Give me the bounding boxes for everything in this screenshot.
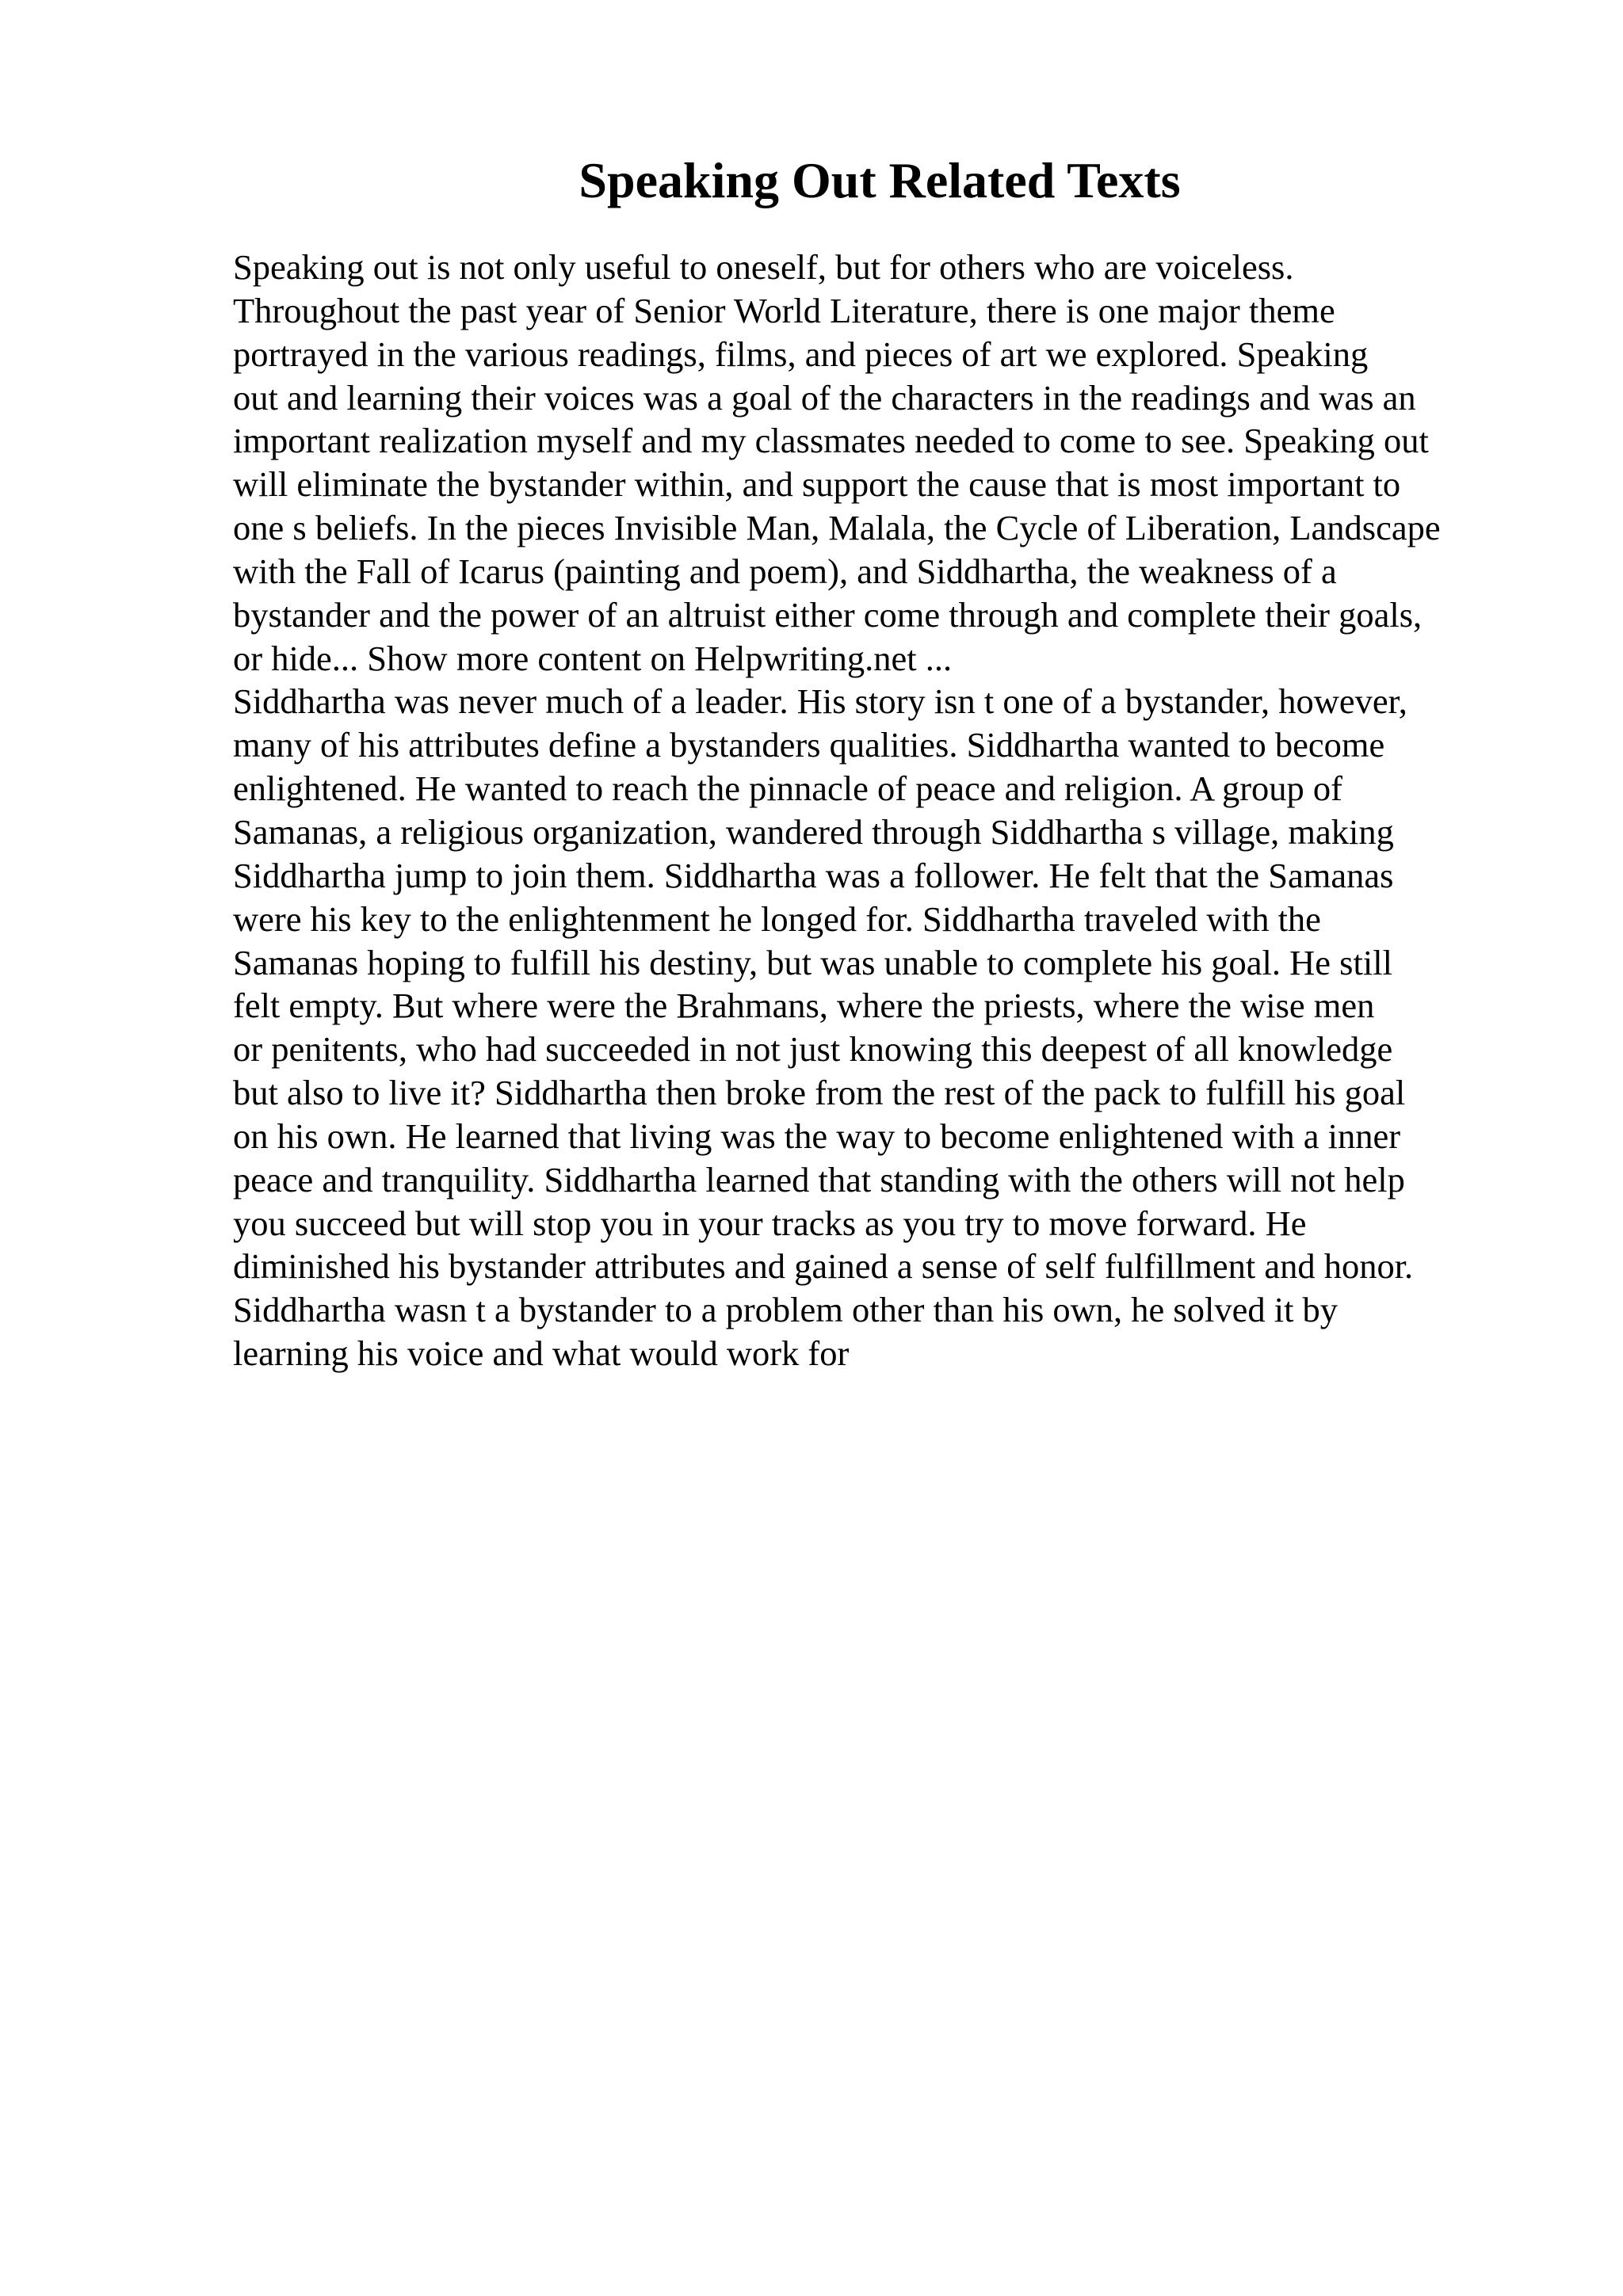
text-line: will eliminate the bystander within, and support the cause that is most important to — [233, 464, 1401, 505]
text-line: you succeed but will stop you in your tracks as you try to move forward. He — [233, 1203, 1307, 1243]
text-line: learning his voice and what would work for — [233, 1333, 850, 1374]
text-line: peace and tranquility. Siddhartha learned that standing with the others will not help — [233, 1159, 1405, 1199]
text-line: Speaking out is not only useful to oneself, but for others who are voiceless. — [233, 247, 1294, 287]
text-line: Samanas, a religious organization, wandered through Siddhartha s village, making — [233, 811, 1394, 852]
text-line: Siddhartha was never much of a leader. His story isn t one of a bystander, however, — [233, 681, 1407, 722]
text-line: were his key to the enlightenment he longed for. Siddhartha traveled with the — [233, 898, 1321, 939]
text-line: enlightened. He wanted to reach the pinnacle of peace and religion. A group of — [233, 769, 1342, 809]
text-line: but also to live it? Siddhartha then broke from the rest of the pack to fulfill his goal — [233, 1073, 1406, 1113]
text-line: Siddhartha jump to join them. Siddhartha was a follower. He felt that the Samanas — [233, 855, 1394, 895]
text-line: felt empty. But where were the Brahmans, where the priests, where the wise men — [233, 986, 1375, 1026]
text-line: Throughout the past year of Senior World Literature, there is one major theme — [233, 290, 1335, 330]
text-line: out and learning their voices was a goal of the characters in the readings and was an — [233, 377, 1416, 418]
document-title: Speaking Out Related Texts — [579, 152, 1181, 208]
text-line: one s beliefs. In the pieces Invisible Man, Malala, the Cycle of Liberation, Landscape — [233, 508, 1441, 548]
text-line: with the Fall of Icarus (painting and poem), and Siddhartha, the weakness of a — [233, 551, 1337, 591]
text-line: diminished his bystander attributes and gained a sense of self fulfillment and honor. — [233, 1246, 1414, 1287]
text-line: on his own. He learned that living was the way to become enlightened with a inner — [233, 1116, 1401, 1156]
text-line: or hide... Show more content on Helpwriting.net ... — [233, 638, 953, 678]
text-line: or penitents, who had succeeded in not just knowing this deepest of all knowledge — [233, 1029, 1393, 1070]
text-line: Samanas hoping to fulfill his destiny, but was unable to complete his goal. He still — [233, 942, 1392, 982]
text-line: portrayed in the various readings, films, and pieces of art we explored. Speaking — [233, 334, 1369, 374]
text-line: Siddhartha wasn t a bystander to a problem other than his own, he solved it by — [233, 1290, 1338, 1330]
document-body — [233, 246, 1596, 1375]
text-line: many of his attributes define a bystanders qualities. Siddhartha wanted to become — [233, 725, 1385, 765]
text-line: important realization myself and my classmates needed to come to see. Speaking out — [233, 421, 1429, 461]
text-line: bystander and the power of an altruist either come through and complete their goals, — [233, 594, 1423, 635]
